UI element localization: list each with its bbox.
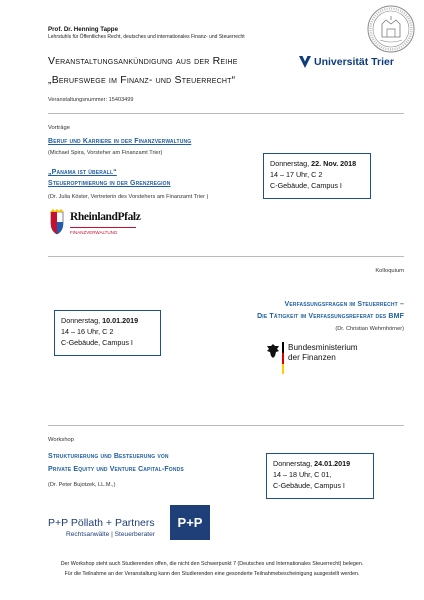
rlp-logo-name: RheinlandPfalz	[70, 211, 141, 223]
date-prefix: Donnerstag,	[270, 159, 312, 168]
event-date: 22. Nov. 2018	[311, 159, 357, 168]
pp-logo-sub: Rechtsanwälte | Steuerberater	[66, 531, 155, 538]
kolloquium-title-a: Verfassungsfragen im Steuerrecht –	[284, 301, 404, 308]
flag-bar-black	[282, 342, 284, 353]
talk2-title-a: „Panama ist überall“	[48, 169, 117, 176]
pp-logo-badge	[170, 505, 210, 540]
divider	[48, 113, 404, 114]
event-place: C-Gebäude, Campus I	[273, 481, 345, 490]
bmf-logo	[266, 340, 406, 374]
event-date: 10.01.2019	[102, 316, 139, 325]
event-date: 24.01.2019	[314, 459, 351, 468]
bmf-logo-line2: der Finanzen	[288, 353, 336, 362]
author-name: Prof. Dr. Henning Tappe	[48, 26, 119, 33]
event-place: C-Gebäude, Campus I	[61, 338, 133, 347]
date-box-vortraege	[263, 153, 371, 199]
pp-logo-name: P+P Pöllath + Partners	[48, 517, 155, 529]
bmf-logo-line1: Bundesministerium	[288, 343, 358, 352]
event-number: Veranstaltungsnummer: 15403499	[48, 97, 134, 103]
rlp-logo-sub: FINANZVERWALTUNG	[70, 230, 118, 235]
pp-logo-badge-text: P+P	[177, 515, 203, 530]
chair-name: Lehrstuhls für Öffentliches Recht, deutsches und internationales Finanz- und Steuerrecht	[48, 34, 245, 40]
talk1-speaker: (Michael Spira, Vorsteher am Finanzamt Trier)	[48, 150, 163, 156]
footer-line2: Für die Teilnahme an der Veranstaltung kann den Studierenden eine gesonderte Teilnahmebescheinigung ausgestellt werden.	[64, 571, 360, 577]
federal-eagle-icon	[266, 343, 280, 359]
date-box-workshop	[266, 453, 374, 499]
workshop-speaker: (Dr. Peter Bujotzek, LL.M.,)	[48, 482, 116, 488]
divider	[48, 256, 404, 257]
date-box-kolloquium	[54, 310, 161, 356]
date-prefix: Donnerstag,	[273, 459, 315, 468]
university-logo	[298, 55, 394, 69]
section-label-kolloquium: Kolloquium	[375, 268, 404, 274]
event-time: 14 – 16 Uhr, C 2	[61, 327, 114, 336]
section-label-vortraege: Vorträge	[48, 125, 70, 131]
talk2-title-b: Steueroptimierung in der Grenzregion	[48, 180, 171, 187]
section-label-workshop: Workshop	[48, 437, 74, 443]
flag-bar-red	[282, 353, 284, 364]
rlp-logo	[48, 207, 148, 241]
rlp-logo-rule	[70, 227, 136, 228]
date-prefix: Donnerstag,	[61, 316, 103, 325]
workshop-title-b: Private Equity und Venture Capital-Fonds	[48, 466, 184, 473]
rlp-coat-of-arms-icon	[48, 209, 66, 235]
event-place: C-Gebäude, Campus I	[270, 181, 342, 190]
talk1-title: Beruf und Karriere in der Finanzverwaltung	[48, 138, 192, 145]
event-time: 14 – 17 Uhr, C 2	[270, 170, 323, 179]
footer-line1: Der Workshop steht auch Studierenden offen, die nicht den Schwerpunkt 7 (Deutsches und Internationales Steuerrecht) belegen.	[60, 561, 364, 567]
announcement-line1: Veranstaltungsankündigung aus der Reihe	[48, 55, 238, 67]
divider	[48, 425, 404, 426]
kolloquium-title-b: Die Tätigkeit im Verfassungsreferat des BMF	[257, 313, 404, 320]
university-seal-icon	[366, 4, 416, 54]
workshop-title-a: Strukturierung und Besteuerung von	[48, 453, 169, 460]
kolloquium-speaker: (Dr. Christian Wehrnhörner)	[335, 326, 404, 332]
announcement-line2: „Berufswege im Finanz- und Steuerrecht“	[48, 74, 236, 86]
flag-bar-gold	[282, 364, 284, 374]
event-time: 14 – 18 Uhr, C 01,	[273, 470, 332, 479]
university-logo-icon	[298, 55, 312, 69]
university-name: Universität Trier	[314, 56, 394, 68]
talk2-speaker: (Dr. Julia Köster, Vertreterin des Vorstehers am Finanzamt Trier )	[48, 194, 209, 200]
